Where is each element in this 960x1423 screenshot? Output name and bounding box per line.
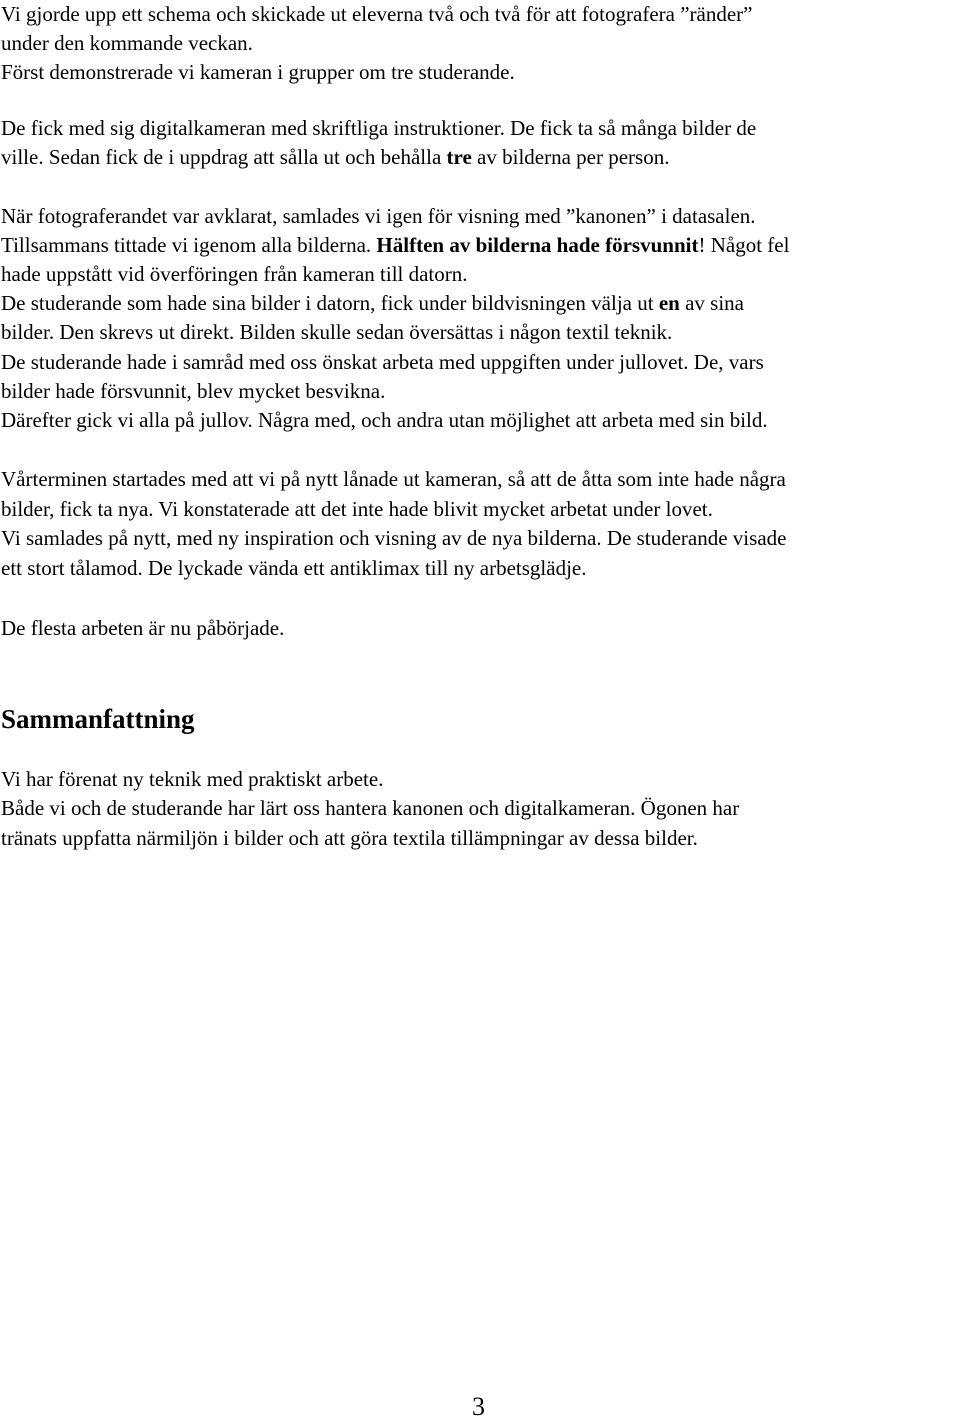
- text-line: [1, 794, 739, 823]
- text-run: ville. Sedan fick de i uppdrag att sålla ut och behålla: [1, 145, 447, 169]
- text-line: [1, 495, 713, 524]
- text-line: [1, 348, 764, 377]
- text-line: [1, 114, 756, 143]
- text-run: ett stort tålamod. De lyckade vända ett antiklimax till ny arbetsglädje.: [1, 556, 587, 580]
- text-run: När fotograferandet var avklarat, samlades vi igen för visning med ”kanonen” i datasalen.: [1, 204, 756, 228]
- text-line: [1, 765, 383, 794]
- text-run: bilder. Den skrevs ut direkt. Bilden skulle sedan översättas i någon textil teknik.: [1, 320, 673, 344]
- bold-text: tre: [446, 145, 472, 169]
- text-run: De studerande hade i samråd med oss önskat arbeta med uppgiften under jullovet. De, vars: [1, 350, 764, 374]
- text-line: [1, 824, 698, 853]
- text-run: De studerande som hade sina bilder i datorn, fick under bildvisningen välja ut: [1, 291, 659, 315]
- text-run: Vi samlades på nytt, med ny inspiration och visning av de nya bilderna. De studerande visade: [1, 526, 787, 550]
- text-run: Tillsammans tittade vi igenom alla bilderna.: [1, 233, 377, 257]
- text-line: [1, 465, 786, 494]
- text-run: bilder hade försvunnit, blev mycket besvikna.: [1, 379, 386, 403]
- text-line: [1, 377, 385, 406]
- text-line: [1, 202, 756, 231]
- text-line: [1, 614, 284, 643]
- bold-text: Hälften av bilderna hade försvunnit: [376, 233, 699, 257]
- text-run: De flesta arbeten är nu påbörjade.: [1, 616, 285, 640]
- text-run: ! Något fel: [698, 233, 790, 257]
- text-line: [1, 318, 672, 347]
- text-run: Både vi och de studerande har lärt oss hantera kanonen och digitalkameran. Ögonen har: [1, 796, 740, 820]
- bold-text: en: [658, 291, 680, 315]
- text-run: De fick med sig digitalkameran med skriftliga instruktioner. De fick ta så många bilder de: [1, 116, 757, 140]
- text-run: Vårterminen startades med att vi på nytt lånade ut kameran, så att de åtta som inte hade några: [1, 467, 786, 491]
- text-line: [1, 143, 669, 172]
- text-run: Vi har förenat ny teknik med praktiskt arbete.: [1, 767, 384, 791]
- text-line: [1, 260, 468, 289]
- text-run: bilder, fick ta nya. Vi konstaterade att det inte hade blivit mycket arbetat under lovet.: [1, 497, 713, 521]
- text-line: [1, 29, 253, 58]
- section-heading: Sammanfattning: [1, 704, 195, 734]
- text-run: Vi gjorde upp ett schema och skickade ut eleverna två och två för att fotografera ”ränder”: [1, 2, 753, 26]
- text-line: [1, 231, 789, 260]
- text-line: [1, 0, 752, 29]
- text-line: [1, 58, 515, 87]
- text-line: [1, 406, 768, 435]
- text-run: Först demonstrerade vi kameran i grupper om tre studerande.: [1, 60, 515, 84]
- text-run: av bilderna per person.: [471, 145, 670, 169]
- text-run: Därefter gick vi alla på jullov. Några med, och andra utan möjlighet att arbeta med sin bild.: [1, 408, 768, 432]
- text-line: [1, 554, 587, 583]
- text-run: hade uppstått vid överföringen från kameran till datorn.: [1, 262, 468, 286]
- text-line: [1, 289, 744, 318]
- text-line: [1, 524, 786, 553]
- text-run: tränats uppfatta närmiljön i bilder och att göra textila tillämpningar av dessa bilder.: [1, 826, 698, 850]
- text-run: under den kommande veckan.: [1, 31, 253, 55]
- page-number: 3: [472, 1392, 485, 1421]
- text-run: av sina: [679, 291, 744, 315]
